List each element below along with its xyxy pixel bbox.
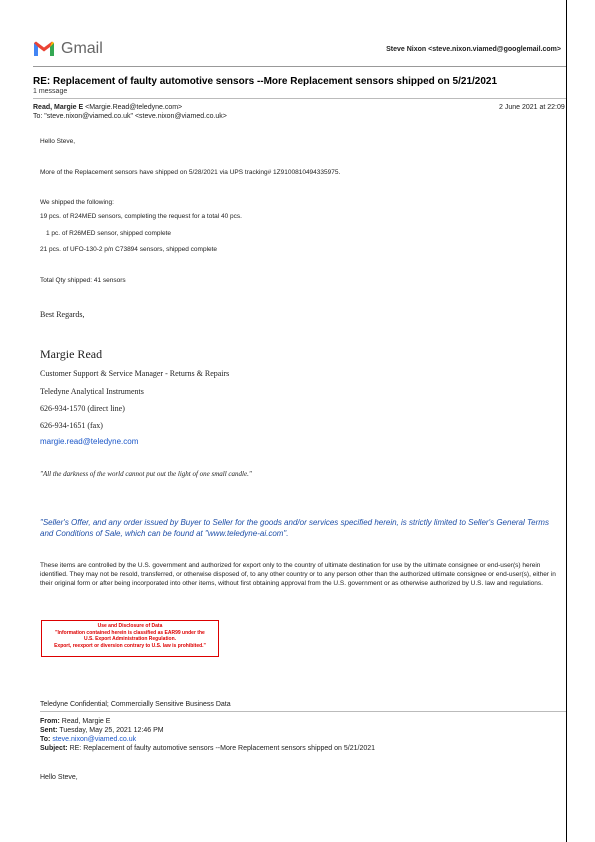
sender-name: Read, Margie E [33, 104, 84, 111]
quoted-greeting: Hello Steve, [40, 774, 78, 781]
signature-name: Margie Read [40, 347, 103, 361]
quoted-subject-value: RE: Replacement of faulty automotive sensors --More Replacement sensors shipped on 5/21/2021 [69, 745, 376, 752]
message-date: 2 June 2021 at 22:09 [499, 104, 565, 111]
body-paragraph: We shipped the following: [40, 199, 114, 206]
shipment-line: 19 pcs. of R24MED sensors, completing the request for a total 40 pcs. [40, 213, 242, 220]
account-email: Steve Nixon <steve.nixon.viamed@googlemail.com> [386, 46, 561, 53]
message-count: 1 message [33, 88, 68, 95]
redbox-line: Export, reexport or diversion contrary to U.S. law is prohibited." [54, 642, 206, 649]
quoted-subject-label: Subject: [40, 745, 68, 752]
total-quantity: Total Qty shipped: 41 sensors [40, 277, 126, 284]
signature-fax: 626-934-1651 (fax) [40, 421, 103, 430]
closing: Best Regards, [40, 310, 85, 319]
shipment-line: 21 pcs. of UFO-130-2 p/n C73894 sensors, shipped complete [40, 246, 218, 253]
quoted-to-link[interactable]: steve.nixon@viamed.co.uk [52, 736, 137, 743]
gmail-logo-icon [33, 40, 55, 57]
signature-quote: "All the darkness of the world cannot put out the light of one small candle." [40, 470, 252, 478]
quoted-sent-value: Tuesday, May 25, 2021 12:46 PM [59, 727, 164, 734]
export-classification-box [41, 620, 219, 657]
redbox-line: Use and Disclosure of Data [97, 623, 163, 629]
quoted-subject [40, 745, 375, 752]
gmail-wordmark: Gmail [61, 40, 103, 57]
redbox-line: "Information contained herein is classified as EAR99 under the [55, 629, 205, 636]
sender-email: <Margie.Read@teledyne.com> [85, 104, 183, 111]
quoted-to [40, 736, 136, 743]
divider [33, 98, 566, 99]
confidential-notice: Teledyne Confidential; Commercially Sensitive Business Data [40, 701, 231, 708]
shipment-line: 1 pc. of R26MED sensor, shipped complete [46, 230, 172, 237]
export-notice: These items are controlled by the U.S. government and authorized for export only to the country of ultimate destination for use by the ultimate consignee or end-user(s) herein identified. They may not be resold, transferred, or otherwise disposed of, to any other country or to any person other than the authorized ultimate consignee or end-user(s), either in their original form or after being incorporated into other items, without first obtaining approval from the U.S. government or as otherwise authorized by U.S. law and regulations. [40, 562, 556, 587]
sender [33, 104, 182, 111]
page-right-border [566, 0, 567, 842]
greeting: Hello Steve, [40, 138, 76, 145]
quoted-from-label: From: [40, 718, 60, 725]
signature-email-link[interactable]: margie.read@teledyne.com [40, 437, 139, 446]
divider [40, 711, 566, 712]
redbox-line: U.S. Export Administration Regulation. [83, 636, 177, 643]
signature-phone: 626-934-1570 (direct line) [40, 404, 125, 413]
signature-company: Teledyne Analytical Instruments [40, 387, 144, 396]
quoted-sent-label: Sent: [40, 727, 58, 734]
quoted-from-value: Read, Margie E [61, 718, 111, 725]
recipient: To: "steve.nixon@viamed.co.uk" <steve.nixon@viamed.co.uk> [33, 113, 227, 120]
body-paragraph: More of the Replacement sensors have shipped on 5/28/2021 via UPS tracking# 1Z9100810494335975. [40, 169, 341, 176]
terms-notice: "Seller's Offer, and any order issued by Buyer to Seller for the goods and/or services specified herein, is strictly limited to Seller's General Terms and Conditions of Sale, which can be found at "www.teledyne-ai.com". [40, 518, 549, 538]
quoted-sent [40, 727, 164, 734]
thread-subject: RE: Replacement of faulty automotive sensors --More Replacement sensors shipped on 5/21/2021 [33, 76, 498, 87]
divider [33, 66, 566, 67]
signature-title: Customer Support & Service Manager - Returns & Repairs [40, 369, 230, 378]
quoted-to-label: To: [40, 736, 51, 743]
quoted-from [40, 718, 110, 725]
